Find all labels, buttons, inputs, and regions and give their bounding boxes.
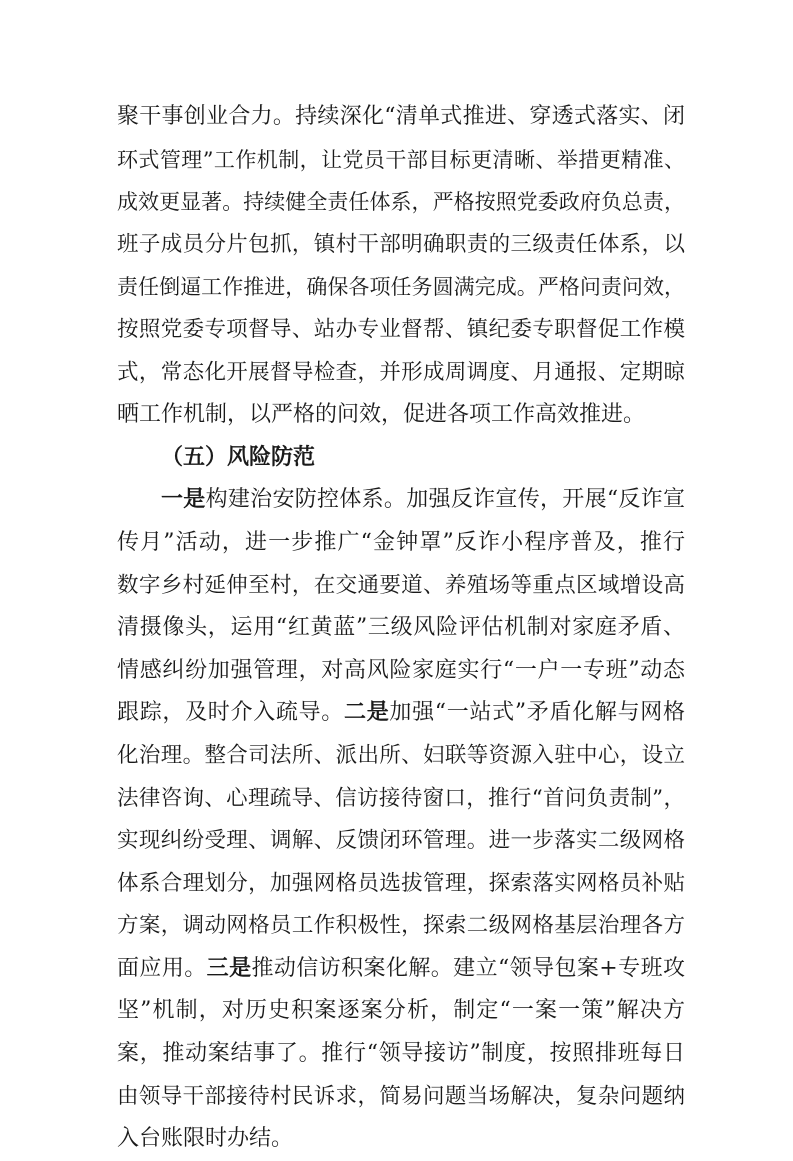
text-line: 成效更显著。持续健全责任体系，严格按照党委政府负总责，	[117, 190, 685, 215]
text-line: 清摄像头，运用“红黄蓝”三级风险评估机制对家庭矛盾、	[117, 615, 685, 641]
section-heading: （五）风险防范	[161, 444, 316, 470]
text-line	[117, 479, 685, 522]
lead-phrase: 三是	[206, 955, 252, 981]
line-text: 加强“一站式”矛盾化解与网格	[389, 700, 685, 726]
text-line: 化治理。整合司法所、派出所、妇联等资源入驻中心，设立	[117, 742, 685, 768]
text-line: 实现纠纷受理、调解、反馈闭环管理。进一步落实二级网格	[117, 828, 685, 854]
text-line	[117, 948, 685, 991]
lead-phrase: 二是	[344, 700, 390, 726]
text-line: 按照党委专项督导、站办专业督帮、镇纪委专职督促工作模	[117, 316, 685, 342]
text-line: 体系合理划分，加强网格员选拔管理，探索落实网格员补贴	[117, 870, 685, 896]
text-line: 情感纠纷加强管理，对高风险家庭实行“一户一专班”动态	[117, 657, 685, 683]
text-line: 入台账限时办结。	[117, 1126, 294, 1152]
text-line: 方案，调动网格员工作积极性，探索二级网格基层治理各方	[117, 913, 685, 939]
text-line: 数字乡村延伸至村，在交通要道、养殖场等重点区域增设高	[117, 572, 685, 598]
text-line: 传月”活动，进一步推广“金钟罩”反诈小程序普及，推行	[117, 529, 685, 555]
paragraph-accountability	[117, 96, 685, 437]
line-text: 面应用。	[117, 955, 207, 981]
document-body	[117, 96, 685, 1161]
text-line: 坚”机制，对历史积案逐案分析，制定“一案一策”解决方	[117, 998, 685, 1024]
text-line: 由领导干部接待村民诉求，简易问题当场解决，复杂问题纳	[117, 1083, 685, 1109]
text-line: 法律咨询、心理疏导、信访接待窗口，推行“首问负责制”，	[117, 785, 685, 811]
line-text: 构建治安防控体系。加强反诈宣传，开展“反诈宣	[205, 487, 685, 513]
text-line: 班子成员分片包抓，镇村干部明确职责的三级责任体系，以	[117, 231, 685, 257]
text-line: 案，推动案结事了。推行“领导接访”制度，按照排班每日	[117, 1041, 685, 1067]
text-line: 式，常态化开展督导检查，并形成周调度、月通报、定期晾	[117, 359, 685, 385]
paragraph-risk-prevention	[117, 479, 685, 1161]
text-line: 聚干事创业合力。持续深化“清单式推进、穿透式落实、闭	[117, 104, 685, 129]
text-line: 环式管理”工作机制，让党员干部目标更清晰、举措更精准、	[117, 147, 685, 172]
line-text: 推动信访积案化解。建立“领导包案+专班攻	[251, 955, 685, 981]
lead-phrase: 一是	[161, 487, 206, 513]
text-line	[117, 692, 685, 735]
text-line: 责任倒逼工作推进，确保各项任务圆满完成。严格问责问效，	[117, 275, 685, 300]
text-line: 晒工作机制，以严格的问效，促进各项工作高效推进。	[117, 402, 646, 428]
line-text: 跟踪，及时介入疏导。	[117, 700, 344, 726]
